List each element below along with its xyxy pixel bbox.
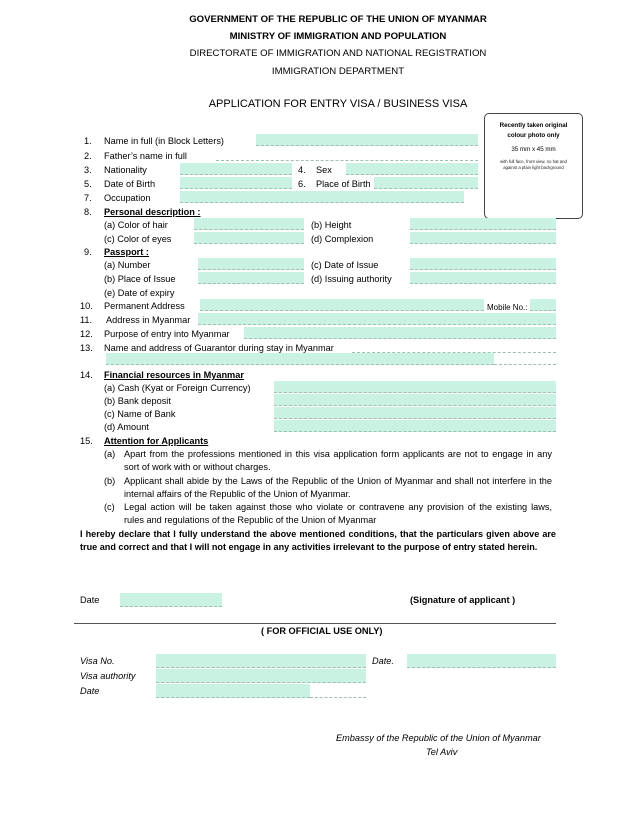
- place-of-issue-field[interactable]: [198, 272, 304, 284]
- field-number: 3.: [84, 165, 92, 175]
- signature-label: (Signature of applicant ): [410, 595, 516, 605]
- declaration-text: I hereby declare that I fully understand the above mentioned conditions, that the particulars given above are true and correct and that I will not engage in any activities irrelevant to the purpose of entry stated herein.: [80, 529, 556, 552]
- field-number: 4.: [298, 165, 306, 175]
- issuing-authority-label: (d) Issuing authority: [311, 274, 392, 284]
- clause-a-text: Apart from the professions mentioned in this visa application form applicants are not to engage in any sort of work with or without charges.: [124, 449, 552, 472]
- hair-color-field[interactable]: [194, 218, 304, 230]
- address-myanmar-label: Address in Myanmar: [106, 315, 191, 325]
- eye-color-label: (c) Color of eyes: [104, 234, 172, 244]
- mobile-label: Mobile No.:: [487, 303, 528, 312]
- field-number: 15.: [80, 436, 93, 446]
- field-number: 10.: [80, 301, 93, 311]
- field-number: 6.: [298, 179, 306, 189]
- name-field[interactable]: [256, 134, 478, 146]
- visa-no-field[interactable]: [156, 654, 366, 668]
- hair-color-label: (a) Color of hair: [104, 220, 168, 230]
- purpose-field[interactable]: [244, 327, 556, 339]
- bank-deposit-label: (b) Bank deposit: [104, 396, 171, 406]
- date-label: Date: [80, 595, 100, 605]
- attention-heading: Attention for Applicants: [104, 436, 209, 446]
- amount-field[interactable]: [274, 420, 556, 432]
- official-date-label: Date: [80, 686, 100, 696]
- cash-label: (a) Cash (Kyat or Foreign Currency): [104, 383, 251, 393]
- official-date-right-label: Date.: [372, 656, 394, 666]
- dob-field[interactable]: [180, 177, 292, 189]
- official-use-title: ( FOR OFFICIAL USE ONLY): [261, 626, 383, 636]
- father-name-label: Father’s name in full: [104, 151, 187, 161]
- photo-box[interactable]: [484, 113, 583, 219]
- occupation-label: Occupation: [104, 193, 151, 203]
- personal-description-heading: Personal description :: [104, 207, 201, 217]
- nationality-label: Nationality: [104, 165, 147, 175]
- clause-a-marker: (a): [104, 449, 116, 459]
- photo-box-note: with full face, front view, no hat and against a plain light background: [500, 159, 567, 170]
- embassy-name: Embassy of the Republic of the Union of Myanmar: [336, 733, 541, 743]
- complexion-field[interactable]: [410, 232, 556, 244]
- field-number: 9.: [84, 247, 92, 257]
- height-label: (b) Height: [311, 220, 352, 230]
- occupation-field[interactable]: [180, 191, 464, 203]
- visa-authority-field[interactable]: [156, 669, 366, 683]
- header-government: GOVERNMENT OF THE REPUBLIC OF THE UNION OF MYANMAR: [189, 14, 487, 25]
- field-number: 7.: [84, 193, 92, 203]
- photo-box-size: 35 mm x 45 mm: [511, 146, 556, 153]
- guarantor-field-line2-end[interactable]: [494, 353, 556, 365]
- eye-color-field[interactable]: [194, 232, 304, 244]
- official-date-field[interactable]: [156, 684, 310, 698]
- field-number: 2.: [84, 151, 92, 161]
- clause-c-text: Legal action will be taken against those who violate or contravene any provision of the existing laws, rules and regulations of the Republic of the Union of Myanmar: [124, 502, 552, 525]
- official-divider: [74, 623, 556, 624]
- field-number: 14.: [80, 370, 93, 380]
- passport-heading: Passport :: [104, 247, 149, 257]
- visa-no-label: Visa No.: [80, 656, 115, 666]
- header-department: IMMIGRATION DEPARTMENT: [271, 66, 405, 77]
- cash-field[interactable]: [274, 381, 556, 393]
- date-of-expiry-label: (e) Date of expiry: [104, 288, 175, 298]
- complexion-label: (d) Complexion: [311, 234, 374, 244]
- date-of-issue-label: (c) Date of Issue: [311, 260, 379, 270]
- passport-number-field[interactable]: [198, 258, 304, 270]
- official-date-field-end[interactable]: [310, 684, 366, 698]
- father-name-field[interactable]: [216, 149, 478, 161]
- bank-deposit-field[interactable]: [274, 394, 556, 406]
- clause-c-marker: (c): [104, 502, 115, 512]
- field-number: 12.: [80, 329, 93, 339]
- nationality-field[interactable]: [180, 163, 292, 175]
- date-of-issue-field[interactable]: [410, 258, 556, 270]
- date-field[interactable]: [120, 593, 222, 607]
- sex-field[interactable]: [346, 163, 478, 175]
- field-number: 13.: [80, 343, 93, 353]
- mobile-field[interactable]: [530, 299, 556, 311]
- guarantor-field-line2[interactable]: [106, 353, 494, 365]
- field-number: 5.: [84, 179, 92, 189]
- bank-name-field[interactable]: [274, 407, 556, 419]
- permanent-address-label: Permanent Address: [104, 301, 185, 311]
- field-number: 8.: [84, 207, 92, 217]
- place-of-birth-label: Place of Birth: [316, 179, 371, 189]
- field-number: 11.: [80, 315, 93, 325]
- photo-box-title: Recently taken original colour photo only: [499, 122, 568, 139]
- passport-number-label: (a) Number: [104, 260, 151, 270]
- place-of-issue-label: (b) Place of Issue: [104, 274, 176, 284]
- field-number: 1.: [84, 136, 92, 146]
- place-of-birth-field[interactable]: [374, 177, 478, 189]
- financial-resources-heading: Financial resources in Myanmar: [104, 370, 244, 380]
- bank-name-label: (c) Name of Bank: [104, 409, 176, 419]
- issuing-authority-field[interactable]: [410, 272, 556, 284]
- clause-b-marker: (b): [104, 476, 116, 486]
- sex-label: Sex: [316, 165, 332, 175]
- guarantor-field[interactable]: [352, 341, 556, 353]
- name-label: Name in full (in Block Letters): [104, 136, 224, 146]
- purpose-label: Purpose of entry into Myanmar: [104, 329, 230, 339]
- embassy-city: Tel Aviv: [426, 747, 458, 757]
- form-title: APPLICATION FOR ENTRY VISA / BUSINESS VISA: [208, 98, 468, 110]
- header-directorate: DIRECTORATE OF IMMIGRATION AND NATIONAL REGISTRATION: [189, 48, 487, 59]
- amount-label: (d) Amount: [104, 422, 149, 432]
- visa-authority-label: Visa authority: [80, 671, 136, 681]
- address-myanmar-field[interactable]: [198, 313, 556, 325]
- height-field[interactable]: [410, 218, 556, 230]
- guarantor-label: Name and address of Guarantor during stay in Myanmar: [104, 343, 334, 353]
- clause-b-text: Applicant shall abide by the Laws of the Republic of the Union of Myanmar and shall not interfere in the internal affairs of the Republic of the Union of Myanmar.: [124, 476, 552, 499]
- official-date-right-field[interactable]: [407, 654, 556, 668]
- dob-label: Date of Birth: [104, 179, 156, 189]
- header-ministry: MINISTRY OF IMMIGRATION AND POPULATION: [229, 31, 447, 42]
- permanent-address-field[interactable]: [200, 299, 484, 311]
